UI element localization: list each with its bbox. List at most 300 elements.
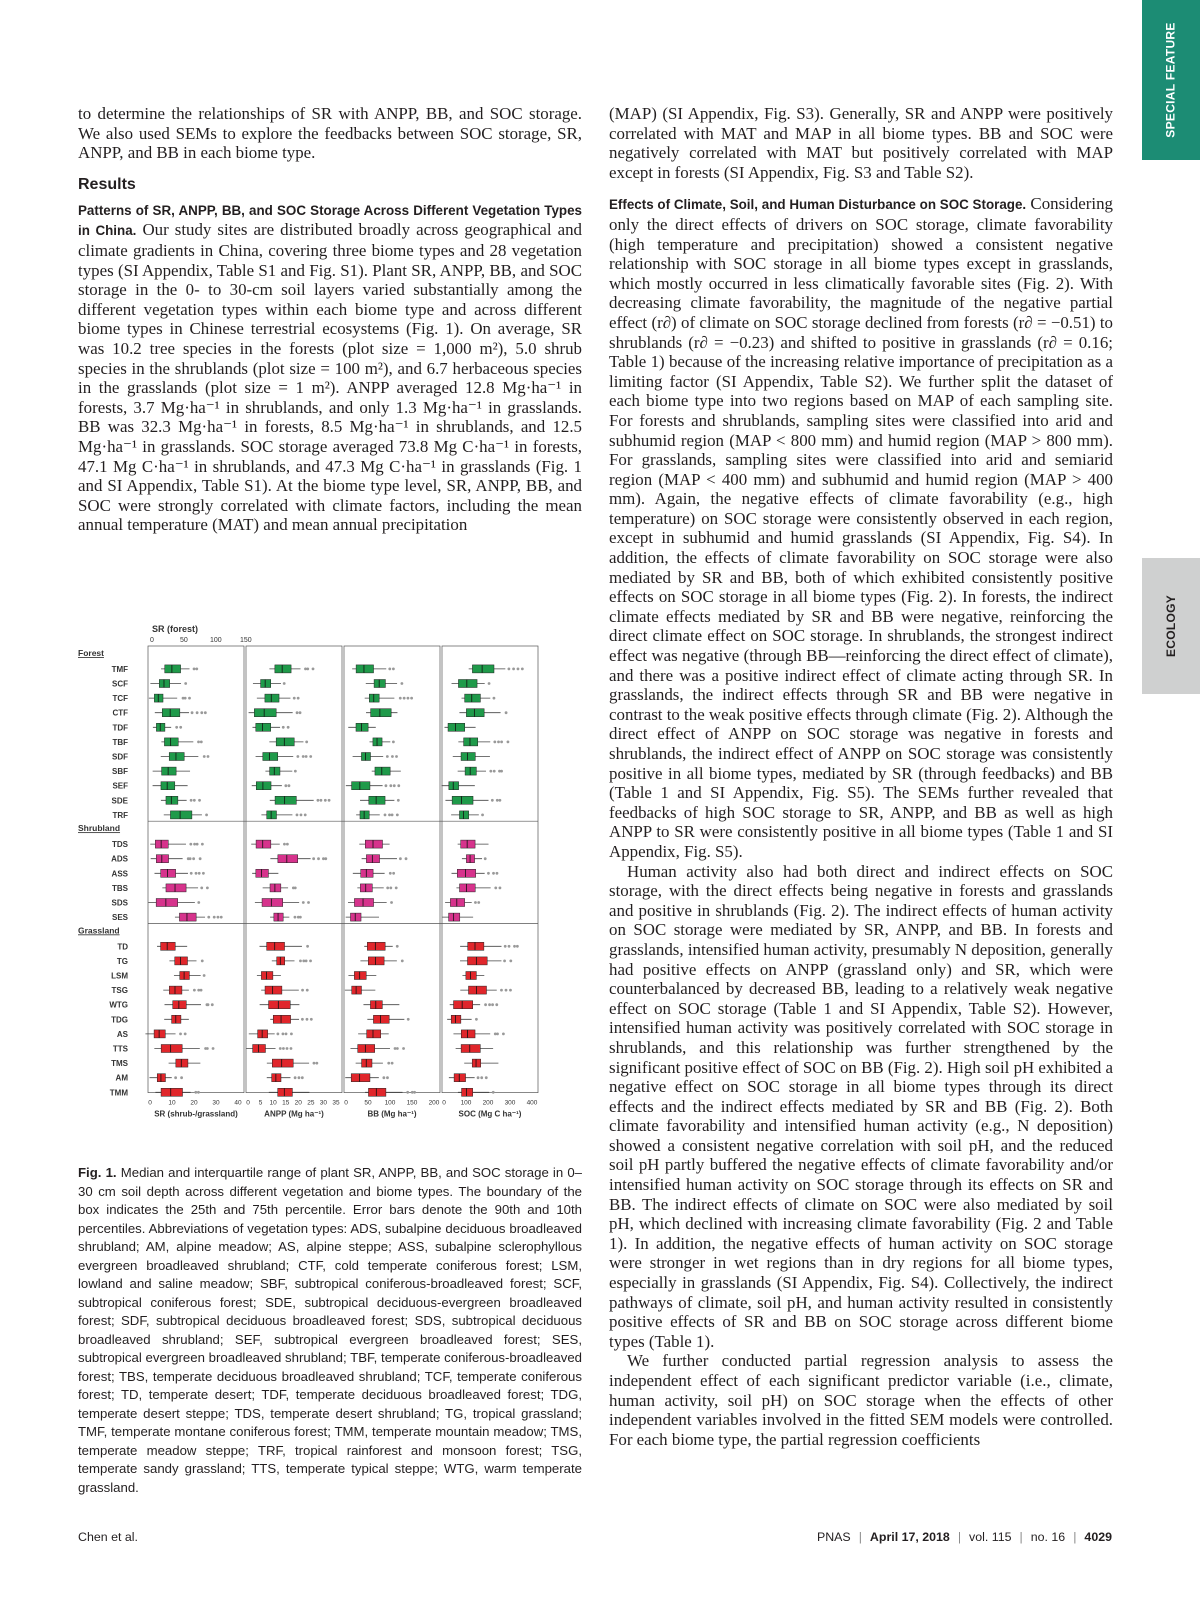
box [366,855,379,863]
outlier-point [294,770,297,773]
outlier-point [212,1047,215,1050]
outlier-point [489,770,492,773]
vegetation-type-label: TDG [111,1015,128,1025]
box [265,694,279,702]
outlier-point [199,857,202,860]
outlier-point [284,784,287,787]
outlier-point [512,668,515,671]
outlier-point [317,799,320,802]
box [461,840,475,848]
box [267,942,285,950]
outlier-point [191,711,194,714]
box [375,767,390,775]
outlier-point [301,989,304,992]
vegetation-type-label: AM [115,1073,128,1083]
vegetation-type-label: SBF [112,767,128,777]
outlier-point [179,1033,182,1036]
outlier-point [305,755,308,758]
outlier-point [507,668,510,671]
box [161,1045,182,1053]
bottom-axis-title: SR (shrub-/grassland) [154,1109,238,1119]
outlier-point [200,887,203,890]
box [371,709,392,717]
box [169,753,184,761]
results-heading: Results [78,175,136,193]
outlier-point [283,682,286,685]
outlier-point [504,945,507,948]
outlier-point [508,945,511,948]
box [458,680,477,688]
outlier-point [388,668,391,671]
outlier-point [290,1047,293,1050]
outlier-point [389,887,392,890]
bottom-axis-tick-label: 20 [190,1099,198,1107]
outlier-point [392,741,395,744]
box [451,1015,461,1023]
box [156,723,165,731]
outlier-point [189,843,192,846]
effects-lead-heading: Effects of Climate, Soil, and Human Disturbance on SOC Storage. [609,197,1027,213]
box [468,957,488,965]
bottom-axis-tick-label: 150 [406,1099,418,1107]
bottom-axis-title: ANPP (Mg ha⁻¹) [264,1109,324,1119]
box [373,738,382,746]
vegetation-type-label: TMM [109,1088,128,1098]
bottom-axis-tick-label: 200 [482,1099,494,1107]
box [162,709,180,717]
box [273,1015,290,1023]
box [465,767,476,775]
outlier-point [495,1003,498,1006]
patterns-paragraph [78,200,582,535]
outlier-point [386,755,389,758]
outlier-point [500,741,503,744]
outlier-point [387,1062,390,1065]
box [164,738,178,746]
outlier-point [190,872,193,875]
box [157,1074,165,1082]
box [162,767,177,775]
top-axis-tick-label: 150 [240,637,252,644]
outlier-point [391,814,394,817]
outlier-point [477,901,480,904]
bottom-axis-tick-label: 50 [364,1099,372,1107]
box [166,884,186,892]
outlier-point [390,901,393,904]
box [277,957,285,965]
outlier-point [305,960,308,963]
outlier-point [315,1062,318,1065]
box [354,972,366,980]
box [155,840,168,848]
outlier-point [293,697,296,700]
outlier-point [287,726,290,729]
box [351,1074,370,1082]
bottom-axis-tick-label: 300 [504,1099,516,1107]
box [169,986,182,994]
outlier-point [493,770,496,773]
outlier-point [302,755,305,758]
box [350,913,361,921]
outlier-point [175,726,178,729]
outlier-point [206,1047,209,1050]
box [368,957,384,965]
outlier-point [313,1062,316,1065]
outlier-point [294,1076,297,1079]
effects-body: Considering only the direct effects of drivers on SOC storage, climate favorability (high temperature and precipitation) showed a consistent negative relationship with SOC storage in all biome types except in grasslands, which mostly occurred in less climatically favorable sites (Fig. 2). With decreasing climate favorability, the magnitude of the negative partial effect (r∂) of climate on SOC storage declined from forests (r∂ = −0.51) to shrublands (r∂ = −0.23) and shifted to positive in grasslands (r∂ = 0.16; Table 1) because of the increasing relative importance of precipitation as a limiting factor (SI Appendix, Table S2). We further split the dataset of each biome type into two regions based on MAP of each sampling site. For forests and shrublands, sampling sites were classified into arid and subhumid region (MAP < 800 mm) and humid region (MAP > 800 mm). For grasslands, sampling sites were classified into arid and semiarid region (MAP < 400 mm) and subhumid and humid region (MAP > 400 mm). Again, the negative effects of climate favorability (e.g., high temperature) on SOC storage were consistently observed in each region, except in subhumid and humid grasslands (SI Appendix, Fig. S4). In addition, the effects of climate favorability on SOC storage were also mediated by SR and BB, both of which exhibited consistently positive effects on SOC storage in all biome types (Fig. 2). In forests, the indirect climate effects mediated by SR and BB were negative, reinforcing the direct climate effect on SOC storage. In shrublands, the strongest indirect effect was negative (through BB—reinforcing the direct effect of climate), and there was a positive indirect effect of climate acting through SR. In grasslands, the indirect effects through SR and BB were negative in contrast to the weak positive effects through climate (Fig. 2). Although the direct effect of ANPP on SOC storage was negative in forests and shrublands, the indirect effect of ANPP on SOC storage was consistently positive in all biome types, mediated by SR (through feedbacks) and BB (Table 1 and SI Appendix, Fig. S5). The SEMs further revealed that feedbacks of high SOC storage to SR, ANPP, and BB as well as high ANPP to SR were consistently positive in all biome types (Table 1 and SI Appendix, Fig. S5). [609,194,1113,861]
box [261,972,273,980]
vegetation-type-label: LSM [111,971,128,981]
outlier-point [392,668,395,671]
outlier-point [312,668,315,671]
outlier-point [496,872,499,875]
outlier-point [294,916,297,919]
vegetation-type-label: TTS [112,1044,128,1054]
box [278,1088,293,1096]
outlier-point [298,1076,301,1079]
box [369,796,385,804]
box [361,753,370,761]
outlier-point [180,1076,183,1079]
outlier-point [192,857,195,860]
outlier-point [401,960,404,963]
box [270,767,280,775]
outlier-point [299,916,302,919]
box [469,986,487,994]
outlier-point [179,726,182,729]
box [449,913,460,921]
outlier-point [402,1047,405,1050]
box [354,899,373,907]
outlier-point [505,711,508,714]
outlier-point [299,711,302,714]
outlier-point [386,887,389,890]
outlier-point [213,916,216,919]
outlier-point [202,872,205,875]
box [361,869,373,877]
vegetation-type-label: TSG [111,986,128,996]
outlier-point [493,697,496,700]
vegetation-type-label: TG [116,956,128,966]
box [256,782,271,790]
caption-text: Median and interquartile range of plant SR, ANPP, BB, and SOC storage in 0–30 cm soil depth across different vegetation and biome types. The boundary of the box indicates the 25th and 75th percentile. Error bars denote the 90th and 10th percentiles. Abbreviations of vegetation types: ADS, subalpine deciduous broadleaved shrubland; AM, alpine meadow; AS, alpine steppe; ASS, subalpine sclerophyllous evergreen broadleaved shrubland; CTF, cold temperate coniferous forest; LSM, lowland and saline meadow; SBF, subtropical coniferous-broadleaved forest; SCF, subtropical coniferous forest; SDE, subtropical deciduous-evergreen broadleaved forest; SDF, subtropical deciduous broadleaved forest; SDS, subtropical deciduous broadleaved shrubland; SEF, subtropical evergreen broadleaved forest; SES, subtropical evergreen broadleaved shrubland; TBF, temperate coniferous-broadleaved forest; TBS, temperate deciduous broadleaved shrubland; TCF, temperate coniferous forest; TD, temperate desert; TDF, temperate deciduous broadleaved forest; TDG, temperate desert steppe; TDS, temperate desert shrubland; TG, tropical grassland; TMF, temperate montane coniferous forest; TMM, temperate mountain meadow; TMS, temperate meadow steppe; TRF, tropical rainforest and monsoon forest; TSG, temperate sandy grassland; TTS, temperate typical steppe; WTG, warm temperate grassland. [78,1165,583,1495]
outlier-point [393,784,396,787]
box [272,1059,293,1067]
outlier-point [174,1076,177,1079]
vegetation-type-label: TBS [112,883,128,893]
box [275,665,291,673]
box [275,796,296,804]
box [459,811,468,819]
box [258,1030,268,1038]
vegetation-type-label: TMS [111,1059,128,1069]
outlier-point [481,814,484,817]
outlier-point [405,857,408,860]
right-column [609,104,1113,1449]
figure-1-svg [78,622,582,1162]
footer-citation: PNAS | April 17, 2018 | vol. 115 | no. 16 | 4029 [816,1530,1112,1544]
outlier-point [282,726,285,729]
outlier-point [286,843,289,846]
outlier-point [521,668,524,671]
bottom-axis-tick-label: 100 [384,1099,396,1107]
outlier-point [200,711,203,714]
outlier-point [306,1018,309,1021]
box [253,1045,266,1053]
outlier-point [410,697,413,700]
box [360,811,369,819]
box [352,782,370,790]
outlier-point [385,784,388,787]
box [464,738,478,746]
outlier-point [484,1003,487,1006]
bottom-axis-tick-label: 5 [258,1099,263,1107]
outlier-point [195,668,198,671]
outlier-point [211,1003,214,1006]
outlier-point [288,784,291,787]
outlier-point [310,1018,313,1021]
outlier-point [203,755,206,758]
vegetation-type-label: TBF [112,737,128,747]
outlier-point [184,1033,187,1036]
outlier-point [198,799,201,802]
bottom-axis-tick-label: 35 [332,1099,340,1107]
box [166,796,178,804]
outlier-point [282,1033,285,1036]
outlier-point [488,682,491,685]
footer-page: 4029 [1084,1530,1112,1544]
box [449,782,459,790]
outlier-point [507,741,510,744]
outlier-point [305,741,308,744]
outlier-point [517,668,520,671]
outlier-point [301,1076,304,1079]
outlier-point [201,960,204,963]
vegetation-type-label: AS [116,1029,128,1039]
box [466,709,484,717]
outlier-point [400,682,403,685]
bottom-axis-tick-label: 15 [282,1099,290,1107]
box [179,913,196,921]
outlier-point [395,755,398,758]
outlier-point [499,887,502,890]
outlier-point [391,755,394,758]
outlier-point [516,945,519,948]
outlier-point [406,1091,409,1094]
outlier-point [396,814,399,817]
outlier-point [184,682,187,685]
outlier-point [276,1033,279,1036]
box [254,709,276,717]
outlier-point [193,668,196,671]
bottom-axis-tick-label: 100 [460,1099,472,1107]
outlier-point [324,857,327,860]
box [159,680,169,688]
outlier-point [205,814,208,817]
footer-issue: no. 16 [1030,1530,1066,1544]
bottom-axis-tick-label: 0 [246,1099,250,1107]
vegetation-type-label: CTF [112,708,128,718]
box [256,869,269,877]
right-intro-paragraph: (MAP) (SI Appendix, Fig. S3). Generally, SR and ANPP were positively correlated with MAT and MAP in all biome types. BB and SOC were negatively correlated with MAT but positively correlated with MAP except in forests (SI Appendix, Fig. S3 and Table S2). [609,104,1113,182]
box [468,942,484,950]
partial-regression-paragraph: We further conducted partial regression analysis to assess the independent effect of each significant predictor variable (i.e., climate, human activity, soil pH) on SOC storage when the effects of other independent variables involved in the fitted SEM models were controlled. For each biome type, the partial regression coefficients [609,1351,1113,1449]
box [356,665,373,673]
box [367,1030,381,1038]
outlier-point [193,843,196,846]
box [461,1030,475,1038]
outlier-point [485,1076,488,1079]
outlier-point [296,711,299,714]
outlier-point [396,1047,399,1050]
outlier-point [296,755,299,758]
box [261,680,271,688]
outlier-point [502,1033,505,1036]
outlier-point [206,887,209,890]
outlier-point [220,916,223,919]
outlier-point [184,697,187,700]
outlier-point [396,945,399,948]
bottom-axis-tick-label: 30 [319,1099,328,1107]
outlier-point [203,974,206,977]
outlier-point [197,1091,200,1094]
outlier-point [397,799,400,802]
vegetation-type-label: SCF [112,679,128,689]
box [465,694,481,702]
outlier-point [301,1018,304,1021]
box [267,811,277,819]
outlier-point [207,1003,210,1006]
box [161,1088,182,1096]
figure-1-boxplots [78,622,582,1162]
box [161,942,176,950]
ecology-section-tab: ECOLOGY [1142,558,1200,694]
outlier-point [386,1076,389,1079]
outlier-point [474,901,477,904]
footer-volume: vol. 115 [969,1530,1012,1544]
box [454,1001,473,1009]
box [454,1074,465,1082]
outlier-point [509,989,512,992]
outlier-point [279,1047,282,1050]
outlier-point [285,1033,288,1036]
outlier-point [207,755,210,758]
outlier-point [480,1076,483,1079]
bottom-axis-tick-label: 0 [442,1099,446,1107]
box [461,1045,480,1053]
vegetation-type-label: TDS [112,840,128,850]
outlier-point [403,697,406,700]
box [276,738,294,746]
outlier-point [413,1091,416,1094]
box [175,957,188,965]
outlier-point [389,784,392,787]
outlier-point [492,1091,495,1094]
box [154,694,163,702]
outlier-point [494,887,497,890]
outlier-point [304,814,307,817]
box [176,1059,188,1067]
vegetation-type-label: TD [117,942,128,952]
vegetation-type-label: TMF [111,664,128,674]
bottom-axis-tick-label: 200 [428,1099,440,1107]
biome-group-label: Grassland [78,925,120,936]
outlier-point [297,697,300,700]
box [269,1001,291,1009]
outlier-point [296,814,299,817]
outlier-point [299,960,302,963]
outlier-point [200,989,203,992]
top-axis-tick-label: 100 [210,637,222,644]
outlier-point [395,887,398,890]
patterns-body: Our study sites are distributed broadly across geographical and climate gradients in China, covering three biome types and 28 vegetation types (SI Appendix, Table S1 and Fig. S1). Plant SR, ANPP, BB, and SOC storage in the 0- to 30-cm soil layers varied substantially among the different vegetation types within each biome type and across different biome types in Chinese terrestrial ecosystems (Fig. 1). On average, SR was 10.2 tree species in the forests (plot size = 1,000 m²), 5.0 shrub species in the shrublands (plot size = 100 m²), and 6.7 herbaceous species in the grasslands (plot size = 1 m²). ANPP averaged 12.8 Mg·ha⁻¹ in forests, 3.7 Mg·ha⁻¹ in shrublands, and only 1.3 Mg·ha⁻¹ in grasslands. BB was 32.3 Mg·ha⁻¹ in forests, 8.5 Mg·ha⁻¹ in shrublands, and 12.5 Mg·ha⁻¹ in grasslands. SOC storage averaged 73.8 Mg C·ha⁻¹ in forests, 47.1 Mg C·ha⁻¹ in shrublands, and 47.3 Mg C·ha⁻¹ in grasslands (Fig. 1 and SI Appendix, Table S1). At the biome type level, SR, ANPP, BB, and SOC were strongly correlated with climate factors, including the mean annual temperature (MAT) and mean annual precipitation [78,220,583,535]
bottom-axis-title: SOC (Mg C ha⁻¹) [458,1109,522,1119]
outlier-point [196,843,199,846]
box [472,1059,480,1067]
box [450,899,464,907]
box [274,913,283,921]
outlier-point [188,697,191,700]
outlier-point [475,1018,478,1021]
outlier-point [500,770,503,773]
outlier-point [499,799,502,802]
outlier-point [391,1062,394,1065]
effects-paragraph [609,194,1113,861]
outlier-point [317,857,320,860]
footer-journal: PNAS [816,1530,851,1544]
box [362,1059,372,1067]
bottom-axis-tick-label: 10 [168,1099,176,1107]
box [165,665,181,673]
box [262,899,283,907]
vegetation-type-label: SDF [112,752,128,762]
human-activity-paragraph: Human activity also had both direct and indirect effects on SOC storage, with the direct effects being negative in forests and grasslands and positive in shrublands (Fig. 2). The indirect effects of human activity on SOC storage were mediated by SR, ANPP, and BB. In forests and grasslands, intensified human activity, presumably N deposition, generally had positive effects on ANPP (grassland only) and SR, which were counterbalanced by decreased BB, leading to a relatively weak negative effect on SOC storage (Table 1 and SI Appendix, Table S2). However, intensified human activity was positively correlated with SOC storage in shrublands, and this relationship was further strengthened by the significant positive effect of SOC on BB (Fig. 2). High soil pH exhibited a negative effect on SOC storage in all biome types through its direct effects and the indirect effects mediated by SR and BB (Fig. 2). Both climate favorability and intensified human activity (e.g., N deposition) showed a consistent negative correlation with soil pH, and the reduced soil pH partly buffered the negative effects of climate favorability and/or intensified human activity on SOC storage through its effects on SR and BB. The indirect effects of climate on SOC were also mediated by soil pH, which declined with increasing climate favorability (Fig. 2 and Table 1). In addition, the negative effects of human activity on SOC storage were stronger in wet regions than in dry regions for all biome types, especially in grasslands (SI Appendix, Fig. S4). Collectively, the indirect pathways of climate, soil pH, and human activity resulted in consistently positive effects of SR and BB on SOC storage across different biome types (Table 1). [609,861,1114,1351]
outlier-point [193,989,196,992]
outlier-point [307,901,310,904]
outlier-point [324,799,327,802]
bottom-axis-tick-label: 10 [269,1099,277,1107]
outlier-point [306,989,309,992]
bottom-axis-tick-label: 30 [212,1099,220,1107]
box [172,1015,181,1023]
outlier-point [283,843,286,846]
outlier-point [290,1033,293,1036]
box [462,1088,473,1096]
box [448,723,465,731]
box [256,840,271,848]
outlier-point [217,916,220,919]
outlier-point [407,1018,410,1021]
box [161,782,175,790]
box [180,972,190,980]
outlier-point [197,741,200,744]
outlier-point [309,960,312,963]
vegetation-type-label: TRF [112,810,128,820]
figure-1-caption [78,1164,582,1497]
box [272,1074,281,1082]
outlier-point [198,872,201,875]
box [369,694,379,702]
outlier-point [399,697,402,700]
outlier-point [189,857,192,860]
outlier-point [204,711,207,714]
outlier-point [505,989,508,992]
left-column [78,104,582,535]
box [278,855,298,863]
outlier-point [496,799,499,802]
box [256,723,271,731]
box [352,986,362,994]
